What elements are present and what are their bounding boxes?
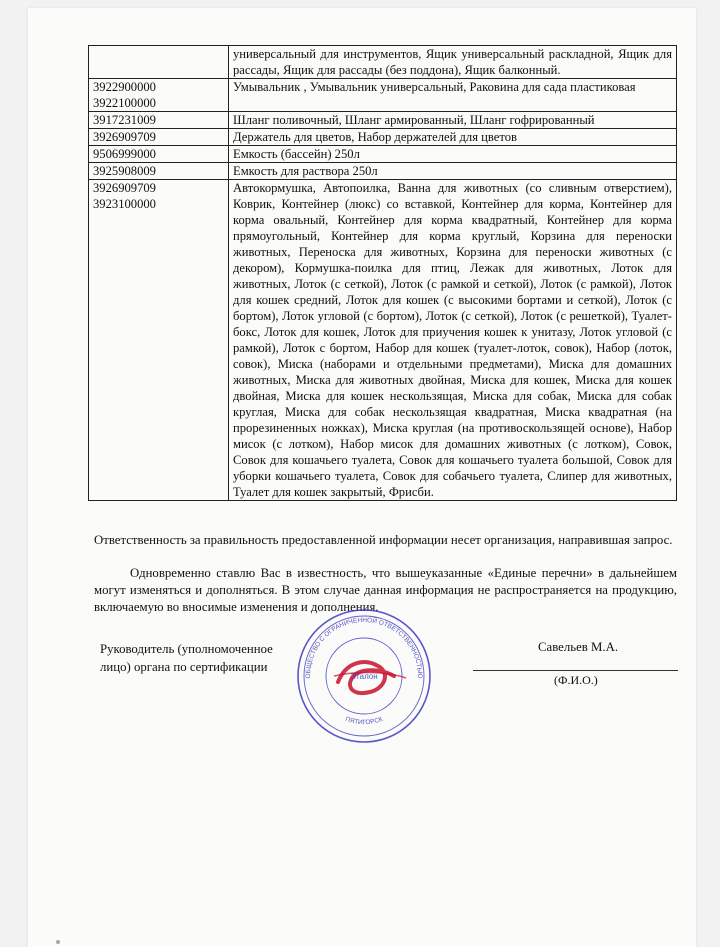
signature-line	[473, 670, 678, 671]
table-row	[89, 46, 677, 79]
tnved-code-cell: 3925908009	[89, 163, 229, 180]
svg-text:Эталон: Эталон	[350, 672, 378, 681]
product-list-cell: Держатель для цветов, Набор держателей для цветов	[229, 129, 677, 146]
product-list-cell: универсальный для инструментов, Ящик универсальный раскладной, Ящик для рассады, Ящик для рассады (без поддона), Ящик балконный.	[229, 46, 677, 79]
product-list-cell: Шланг поливочный, Шланг армированный, Шланг гофрированный	[229, 112, 677, 129]
signatory-name: Савельев М.А.	[538, 640, 619, 654]
table-row	[89, 112, 677, 129]
tnved-code-cell: 3926909709 3923100000	[89, 180, 229, 501]
tnved-code-cell: 3926909709	[89, 129, 229, 146]
table-row	[89, 146, 677, 163]
svg-text:ПЯТИГОРСК: ПЯТИГОРСК	[344, 715, 384, 727]
product-list-cell: Умывальник , Умывальник универсальный, Раковина для сада пластиковая	[229, 79, 677, 112]
signatory-role: Руководитель (уполномоченное лицо) органа по сертификации	[100, 642, 273, 674]
table-row	[89, 129, 677, 146]
product-list-cell: Емкость (бассейн) 250л	[229, 146, 677, 163]
organization-stamp	[294, 606, 434, 746]
svg-text:ОБЩЕСТВО С ОГРАНИЧЕННОЙ ОТВЕТС: ОБЩЕСТВО С ОГРАНИЧЕННОЙ ОТВЕТСТВЕННОСТЬЮ	[304, 616, 424, 679]
scan-smudge	[54, 938, 62, 946]
tnved-code-cell	[89, 46, 229, 79]
table-row	[89, 180, 677, 501]
table-row	[89, 163, 677, 180]
tnved-code-cell: 3922900000 3922100000	[89, 79, 229, 112]
codes-table	[88, 45, 677, 501]
document-page	[28, 8, 696, 947]
table-row	[89, 79, 677, 112]
product-list-cell: Автокормушка, Автопоилка, Ванна для животных (со сливным отверстием), Коврик, Контейнер (люкс) со вставкой, Контейнер для корма, Контейнер для корма овальный, Контейнер для корма квадратный, Контейнер для корма прямоугольный, Контейнер для корма круглый, Корзина для переноски животных, Переноска для животных, Корзина для переноски животных (с декором), Кормушка-поилка для птиц, Лежак для животных, Лоток для животных, Лоток (с сеткой), Лоток (с рамкой и сеткой), Лоток (с рамкой), Лоток для кошек средний, Лоток для кошек (с высокими бортами и сеткой), Лоток (с бортом), Лоток угловой (с бортом), Лоток (с сеткой), Лоток (с решеткой), Туалет-бокс, Лоток для кошек, Лоток для приучения кошек к унитазу, Лоток угловой (с рамкой), Лоток с бортом, Набор для кошек (туалет-лоток, совок), Набор (лоток, совок), Миска (наборами и отдельными предметами), Миска для домашних животных, Миска для животных двойная, Миска для кошек, Миска для кошек двойная, Миска для кошек нескользящая, Миска для собак, Миска для собак круглая, Миска для собак нескользящая квадратная, Миска квадратная (на прорезиненных ножках), Миска круглая (на противоскользящей основе), Набор мисок (с лотком), Набор мисок для домашних животных (с лотком), Совок, Совок для кошачьего туалета, Совок для кошачьего туалета большой, Совок для уборки кошачьего туалета, Совок для собачьего туалета, Слипер для животных, Туалет для кошек закрытый, Фрисби.	[229, 180, 677, 501]
tnved-code-cell: 9506999000	[89, 146, 229, 163]
fio-label: (Ф.И.О.)	[554, 673, 598, 687]
notice-paragraph: Одновременно ставлю Вас в известность, что вышеуказанные «Единые перечни» в дальнейшем могут изменяться и дополняться. В этом случае данная информация не распространяется на продукцию, включаемую во вносимые изменения и дополнения.	[94, 566, 677, 614]
product-list-cell: Емкость для раствора 250л	[229, 163, 677, 180]
tnved-code-cell: 3917231009	[89, 112, 229, 129]
responsibility-paragraph: Ответственность за правильность предоставленной информации несет организация, направившая запрос.	[94, 533, 673, 547]
